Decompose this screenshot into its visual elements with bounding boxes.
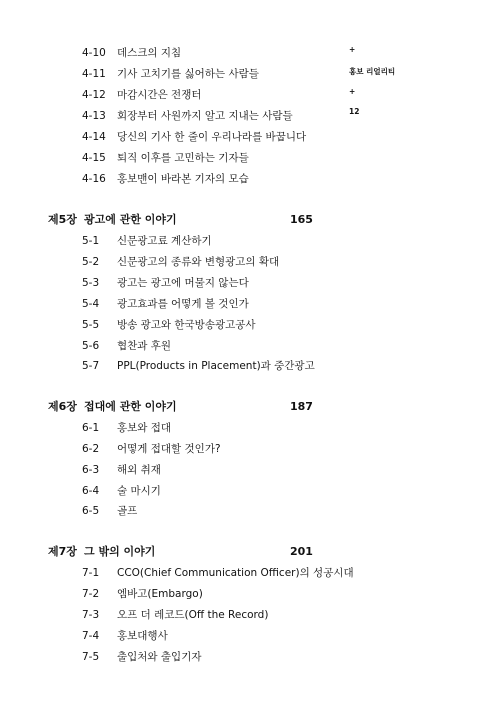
entry-title: 당신의 기사 한 줄이 우리나라를 바꿉니다 — [117, 131, 307, 143]
entry-title: 홍보맨이 바라본 기자의 모습 — [117, 173, 249, 185]
chapter-title: 그 밖의 이야기 — [84, 545, 156, 558]
entry-title: 회장부터 사원까지 알고 지내는 사람들 — [117, 110, 293, 122]
entry-number: 6-2 — [82, 443, 100, 455]
entry-title: 퇴직 이후를 고민하는 기자들 — [117, 152, 249, 164]
running-title: 홍보 리얼리티 — [349, 67, 396, 76]
entry-title: 마감시간은 전쟁터 — [117, 89, 202, 101]
entry-number: 5-7 — [82, 360, 100, 372]
chapter-page-number: 201 — [290, 545, 313, 558]
chapter-page-number: 165 — [290, 213, 313, 226]
entry-title: 홍보대행사 — [117, 630, 168, 642]
entry-number: 6-5 — [82, 505, 100, 517]
entry-title: 술 마시기 — [117, 485, 161, 497]
entry-number: 6-4 — [82, 485, 100, 497]
entry-number: 4-15 — [82, 152, 106, 164]
entry-number: 4-12 — [82, 89, 106, 101]
chapter-label: 제5장 — [48, 213, 77, 226]
entry-title: 골프 — [117, 505, 138, 517]
entry-title: 해외 취재 — [117, 464, 161, 476]
entry-title: 기사 고치기를 싫어하는 사람들 — [117, 68, 259, 80]
entry-title: 엠바고(Embargo) — [117, 588, 203, 600]
entry-number: 7-3 — [82, 609, 100, 621]
chapter-title: 광고에 관한 이야기 — [84, 213, 177, 226]
chapter-label: 제6장 — [48, 400, 77, 413]
entry-title: 출입처와 출입기자 — [117, 651, 202, 663]
folio-page-number: 12 — [349, 107, 360, 116]
entry-title: 광고는 광고에 머물지 않는다 — [117, 277, 249, 289]
entry-number: 4-14 — [82, 131, 106, 143]
entry-title: 데스크의 지침 — [117, 47, 182, 59]
entry-title: CCO(Chief Communication Officer)의 성공시대 — [117, 567, 354, 579]
side-plus-mark: + — [349, 45, 356, 54]
entry-title: PPL(Products in Placement)과 중간광고 — [117, 360, 315, 372]
entry-number: 7-4 — [82, 630, 100, 642]
entry-title: 오프 더 레코드(Off the Record) — [117, 609, 269, 621]
entry-number: 7-2 — [82, 588, 100, 600]
entry-number: 4-11 — [82, 68, 106, 80]
entry-number: 5-6 — [82, 340, 100, 352]
chapter-label: 제7장 — [48, 545, 77, 558]
entry-title: 신문광고의 종류와 변형광고의 확대 — [117, 256, 280, 268]
entry-title: 홍보와 접대 — [117, 422, 172, 434]
entry-number: 4-10 — [82, 47, 106, 59]
chapter-title: 접대에 관한 이야기 — [84, 400, 177, 413]
entry-title: 협찬과 후원 — [117, 340, 172, 352]
chapter-page-number: 187 — [290, 400, 313, 413]
entry-number: 5-3 — [82, 277, 100, 289]
entry-number: 6-3 — [82, 464, 100, 476]
entry-number: 7-1 — [82, 567, 100, 579]
entry-number: 5-1 — [82, 235, 100, 247]
entry-number: 5-2 — [82, 256, 100, 268]
entry-number: 5-4 — [82, 298, 100, 310]
entry-title: 어떻게 접대할 것인가? — [117, 443, 221, 455]
entry-number: 4-13 — [82, 110, 106, 122]
entry-number: 5-5 — [82, 319, 100, 331]
entry-title: 광고효과를 어떻게 볼 것인가 — [117, 298, 249, 310]
entry-number: 4-16 — [82, 173, 106, 185]
entry-number: 7-5 — [82, 651, 100, 663]
entry-title: 방송 광고와 한국방송광고공사 — [117, 319, 256, 331]
entry-number: 6-1 — [82, 422, 100, 434]
entry-title: 신문광고료 계산하기 — [117, 235, 212, 247]
side-plus-mark: + — [349, 87, 356, 96]
